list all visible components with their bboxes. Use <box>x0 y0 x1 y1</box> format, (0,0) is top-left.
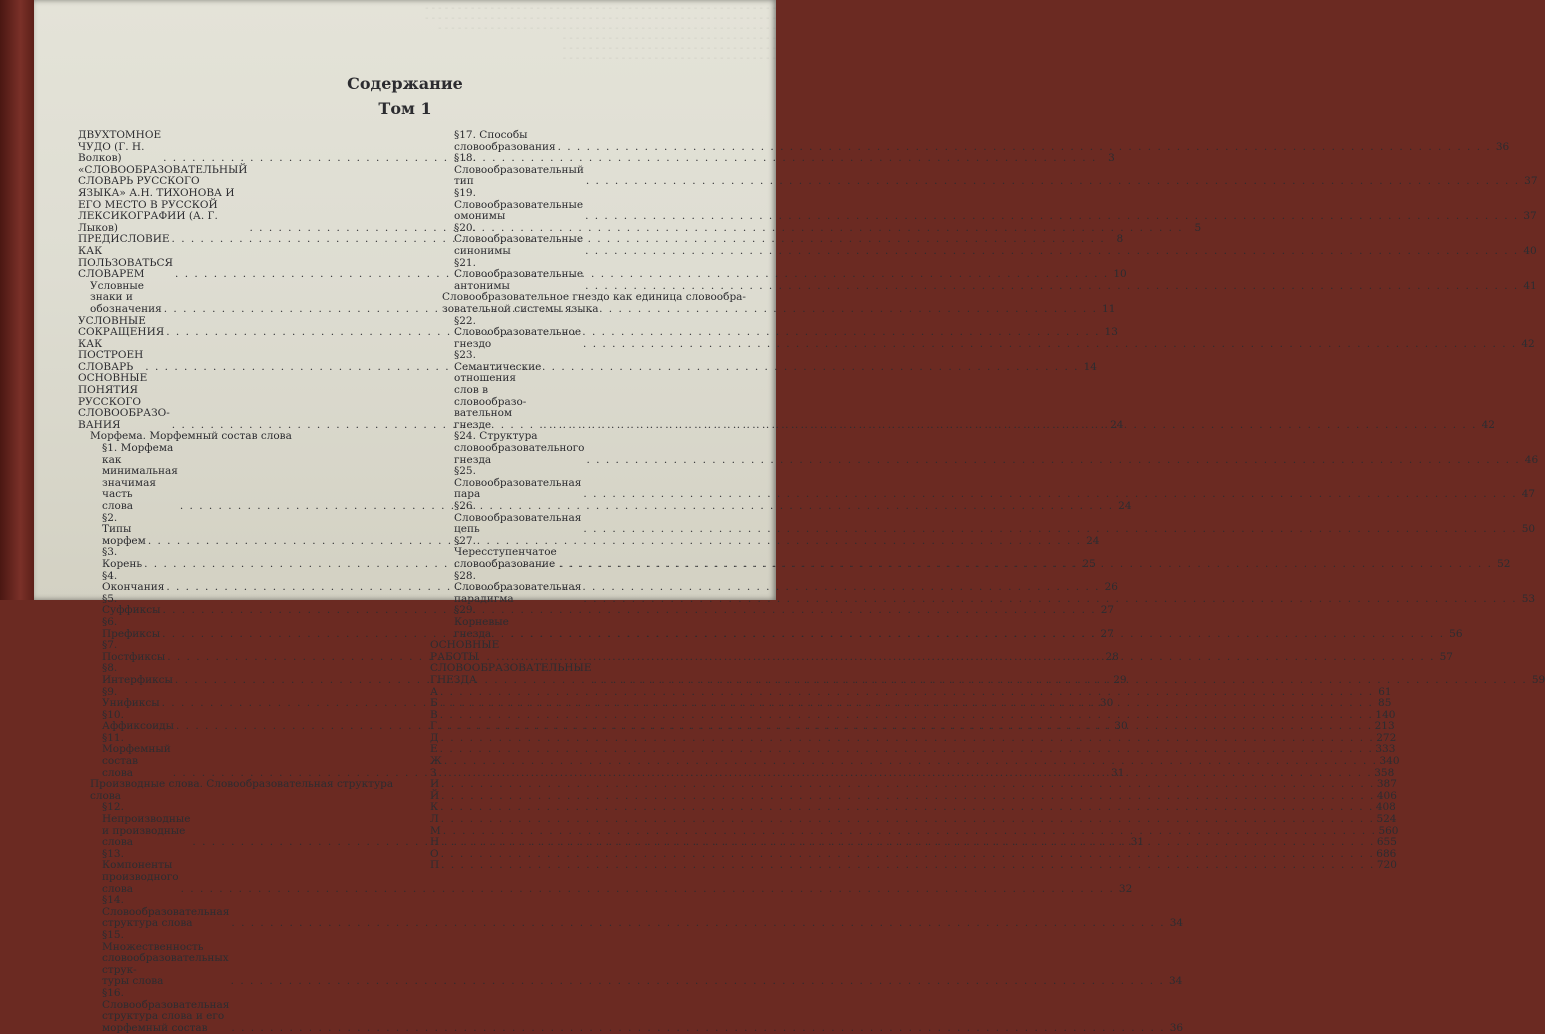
toc-entry-page: 333 <box>1375 743 1396 756</box>
toc-entry <box>430 129 1510 153</box>
toc-entry-title: Л <box>430 813 439 826</box>
toc-entry-title: §26. Словообразовательная цепь <box>454 500 582 536</box>
toc-entry-page: 57 <box>1439 650 1453 663</box>
toc-entry-page: 59 <box>1531 673 1545 686</box>
toc-entry-page: 406 <box>1376 789 1397 802</box>
toc-entry-title: УСЛОВНЫЕ СОКРАЩЕНИЯ <box>78 314 165 339</box>
toc-entry-title: В <box>430 708 438 721</box>
toc-entry-page: 213 <box>1374 720 1395 733</box>
toc-entry <box>78 708 1128 733</box>
toc-entry-page: 36 <box>1495 140 1510 153</box>
toc-entry-title: И <box>430 778 440 791</box>
toc-entry-title: §11. Морфемный состав слова <box>102 731 171 779</box>
book-binding <box>0 0 34 600</box>
toc-entry-page: 52 <box>1497 557 1511 570</box>
leader-dots <box>585 211 1519 223</box>
toc-entry-page: 14 <box>1083 360 1097 373</box>
toc-entry <box>430 465 1536 501</box>
toc-entry <box>430 813 1397 826</box>
toc-entry-title: §2. Типы морфем <box>102 511 146 547</box>
toc-entry-title: ОСНОВНЫЕ РАБОТЫ <box>430 639 500 663</box>
toc-entry-title: §29. Корневые гнезда <box>454 604 509 640</box>
toc-entry-title: §1. Морфема как минимальная значимая часть слова <box>102 442 178 512</box>
leader-dots <box>511 629 1445 641</box>
toc-entry <box>430 292 760 315</box>
toc-entry-title: §25. Словообразовательная пара <box>454 465 582 501</box>
toc-entry-page: 30 <box>1099 697 1114 710</box>
toc-entry-title: §10. Аффиксоиды <box>102 708 174 733</box>
leader-dots <box>559 559 1493 571</box>
toc-entry-page: 34 <box>1168 975 1183 988</box>
toc-entry-page: 56 <box>1449 627 1463 640</box>
toc-entry <box>78 592 1115 617</box>
leader-dots <box>231 1023 1165 1034</box>
leader-dots <box>543 420 1477 432</box>
toc-entry-page: 47 <box>1521 488 1536 501</box>
toc-entry-title: О <box>430 847 439 860</box>
leader-dots <box>181 884 1115 896</box>
toc-entry-page: 34 <box>1169 917 1184 930</box>
toc-entry-page: 42 <box>1481 418 1495 431</box>
toc-entry-title: §24. Структура словообразовательного гнезда <box>454 430 585 466</box>
leader-dots <box>583 524 1517 536</box>
toc-entry-page: 25 <box>1082 557 1096 570</box>
toc-entry-title: §6. Префиксы <box>102 615 161 640</box>
toc-entry-title: Е <box>430 743 438 756</box>
leader-dots <box>444 756 1378 768</box>
toc-entry-title: КАК ПОЛЬЗОВАТЬСЯ СЛОВАРЕМ <box>78 244 174 281</box>
toc-entry-page: 36 <box>1169 1021 1184 1034</box>
toc-entry <box>78 731 1125 779</box>
toc-entry-page: 31 <box>1130 836 1145 849</box>
toc-entry-title: ОСНОВНЫЕ ПОНЯТИЯ РУССКОГО СЛОВООБРАЗО- ВАНИЯ <box>78 372 170 431</box>
toc-entry <box>78 801 1145 849</box>
toc-entry-title: ПРЕДИСЛОВИЕ <box>78 233 170 246</box>
volume-heading: Том 1 <box>378 99 432 118</box>
toc-entry-title: «СЛОВООБРАЗОВАТЕЛЬНЫЙ СЛОВАРЬ РУССКОГО ЯЗЫКА» А.Н. ТИХОНОВА И ЕГО МЕСТО В РУССКОЙ ЛЕКСИКОГРАФИИ (А. Г. Лыков) <box>78 163 248 234</box>
toc-entry-title: ДВУХТОМНОЕ ЧУДО (Г. Н. Волков) <box>78 129 162 165</box>
toc-entry-title: §20. Словообразовательные синонимы <box>454 221 584 257</box>
toc-entry-page: 8 <box>1116 233 1124 246</box>
toc-entry-page: 720 <box>1376 859 1397 872</box>
toc-entry-title: §21. Словообразовательные антонимы <box>454 256 584 292</box>
toc-entry-page: 24 <box>1110 418 1124 431</box>
toc-entry-title: Морфема. Морфемный состав слова <box>90 430 292 443</box>
toc-entry-page: 32 <box>1118 882 1133 895</box>
leader-dots <box>585 246 1519 258</box>
toc-entry-title: §19. Словообразовательные омонимы <box>454 186 584 223</box>
toc-entry <box>430 152 1538 188</box>
toc-entry-title: §4. Окончания <box>102 569 165 594</box>
toc-entry-title: Н <box>430 836 440 849</box>
book-page <box>34 0 1545 1034</box>
toc-entry-title: §5. Суффиксы <box>102 592 161 617</box>
toc-entry-page: 272 <box>1376 731 1397 744</box>
toc-entry-title: З <box>430 766 437 779</box>
toc-entry-title: §28. Словообразовательная парадигма <box>454 569 582 605</box>
toc-entry-page: 30 <box>1114 720 1128 733</box>
leader-dots <box>558 142 1492 154</box>
toc-entry <box>78 337 1097 374</box>
leader-dots <box>587 455 1521 467</box>
toc-entry-page: 686 <box>1376 847 1397 860</box>
toc-entry-page: 340 <box>1379 755 1400 768</box>
toc-entry-title: Производные слова. Словообразовательная структура слова <box>90 778 394 802</box>
toc-entry-title: К <box>430 801 439 814</box>
leader-dots <box>441 860 1375 872</box>
toc-entry-title: §16. Словообразовательная структура слова и его морфемный состав <box>102 986 230 1034</box>
leader-dots <box>231 976 1165 988</box>
leader-dots <box>441 814 1375 826</box>
toc-entry-page: 358 <box>1374 766 1395 779</box>
toc-entry-page: 3 <box>1108 152 1115 165</box>
toc-entry-title: М <box>430 824 441 837</box>
toc-entry-page: 27 <box>1100 604 1115 617</box>
toc-entry-page: 41 <box>1523 279 1537 292</box>
toc-entry-title: §9. Унификсы <box>102 685 160 710</box>
toc-entry <box>78 894 1184 930</box>
toc-entry-page: 42 <box>1521 337 1535 350</box>
leader-dots <box>440 698 1374 710</box>
toc-entry-title: §8. Интерфиксы <box>102 662 173 686</box>
toc-entry-title: Ж <box>430 755 442 768</box>
contents-heading: Содержание <box>347 74 463 93</box>
toc-entry <box>78 685 1114 710</box>
toc-entry-page: 29 <box>1113 673 1127 686</box>
leader-dots <box>501 652 1435 664</box>
toc-entry <box>78 986 1184 1034</box>
toc-entry-page: 40 <box>1523 244 1537 257</box>
toc-entry-title: Б <box>430 697 438 710</box>
toc-entry-title: П <box>430 859 440 872</box>
toc-entry-page: 37 <box>1524 175 1538 188</box>
leader-dots <box>583 489 1517 501</box>
toc-entry-title: А <box>430 685 438 698</box>
toc-entry-title: §7. Постфиксы <box>102 639 166 663</box>
toc-entry-page: 10 <box>1113 268 1127 281</box>
toc-entry-page: 37 <box>1523 210 1537 223</box>
toc-entry-page: 61 <box>1378 685 1392 698</box>
leader-dots <box>583 594 1517 606</box>
toc-entry-title: §18. Словообразовательный тип <box>454 152 584 188</box>
toc-entry-title: §13. Компоненты производного слова <box>102 847 179 895</box>
toc-entry <box>78 847 1133 895</box>
toc-entry-page: 11 <box>1102 302 1116 315</box>
toc-entry-title: §14. Словообразовательная структура слова <box>102 894 230 930</box>
toc-entry-page: 53 <box>1521 592 1536 605</box>
toc-entry-title: §3. Корень <box>102 546 143 570</box>
leader-dots <box>583 339 1517 351</box>
toc-entry <box>430 859 1397 872</box>
toc-entry <box>430 755 1400 768</box>
toc-entry-page: 27 <box>1100 627 1114 640</box>
toc-entry-page: 24 <box>1086 534 1100 547</box>
toc-entry-page: 655 <box>1376 836 1397 849</box>
toc-entry-title: Словообразовательное гнездо как единица словообра- зовательной системы языка <box>442 291 746 315</box>
toc-entry-title: §17. Способы словообразования <box>454 129 556 153</box>
toc-entry-title: Й <box>430 789 440 802</box>
toc-entry-title: Условные знаки и обозначения <box>90 279 162 315</box>
toc-entry-title: Д <box>430 731 439 744</box>
toc-entry <box>78 928 1183 988</box>
toc-entry-page: 408 <box>1375 801 1396 814</box>
toc-entry-page: 524 <box>1376 813 1397 826</box>
bleed-through-text: - - - - - - - - - - - - - - - - - - - - - - - - - - - - - - - - - - - - - - - - - - - - - - - - - - - - - - - - - - - - - - - - - - - - - - - - - - - - - - - - - - - - - - - - - - - - - - - - - - - - - - - - - - - - - - - - - - - - - - - - - - - - - - - - - - - - - - - - - - - - - - - - - - - - - - - - - - - - - - - - - - - - - - - - - - - - - - - - - - - - - - - - - - - - - - - - - - - - - - - - - - - - - - - - - - - - - - - - - - - - - - - - - - - - - - - - - - - - - - - - - - - - - - - - - - - - - - - - - - - <box>425 3 776 64</box>
toc-entry-title: СЛОВООБРАЗОВАТЕЛЬНЫЕ ГНЕЗДА <box>430 662 592 686</box>
toc-entry-page: 560 <box>1378 824 1399 837</box>
toc-entry <box>430 430 1539 466</box>
toc-entry-title: §12. Непроизводные и производные слова <box>102 801 191 849</box>
toc-entry-title: §27. Чересступенчатое словообразование <box>454 534 557 570</box>
toc-entry-page: 85 <box>1378 697 1392 710</box>
toc-entry <box>430 186 1537 223</box>
toc-entry-title: Г <box>430 720 437 733</box>
toc-entry <box>78 233 1124 246</box>
toc-entry-page: 28 <box>1105 650 1119 663</box>
toc-entry-page: 387 <box>1376 778 1397 791</box>
toc-entry-page: 13 <box>1104 326 1118 339</box>
toc-entry-title: §22. Словообразовательное гнездо <box>454 314 582 350</box>
toc-entry-page: 5 <box>1194 221 1202 234</box>
toc-entry-page: 46 <box>1524 453 1539 466</box>
leader-dots <box>586 176 1520 188</box>
toc-entry-page: 140 <box>1375 708 1396 721</box>
toc-entry <box>78 779 404 802</box>
toc-entry-page: 26 <box>1104 581 1118 594</box>
toc-entry-page: 24 <box>1118 500 1132 512</box>
toc-entry <box>430 221 1537 258</box>
toc-entry-page: 31 <box>1111 766 1125 779</box>
leader-dots <box>594 675 1528 687</box>
toc-entry-page: 50 <box>1521 523 1536 536</box>
leader-dots <box>231 918 1165 930</box>
toc-entry-title: КАК ПОСТРОЕН СЛОВАРЬ <box>78 337 144 373</box>
toc-entry-title: §23. Семантические отношения слов в словообразо- вательном гнезде <box>454 349 542 431</box>
toc-entry-title: §15. Множественность словообразовательных струк- туры слова <box>102 928 229 988</box>
